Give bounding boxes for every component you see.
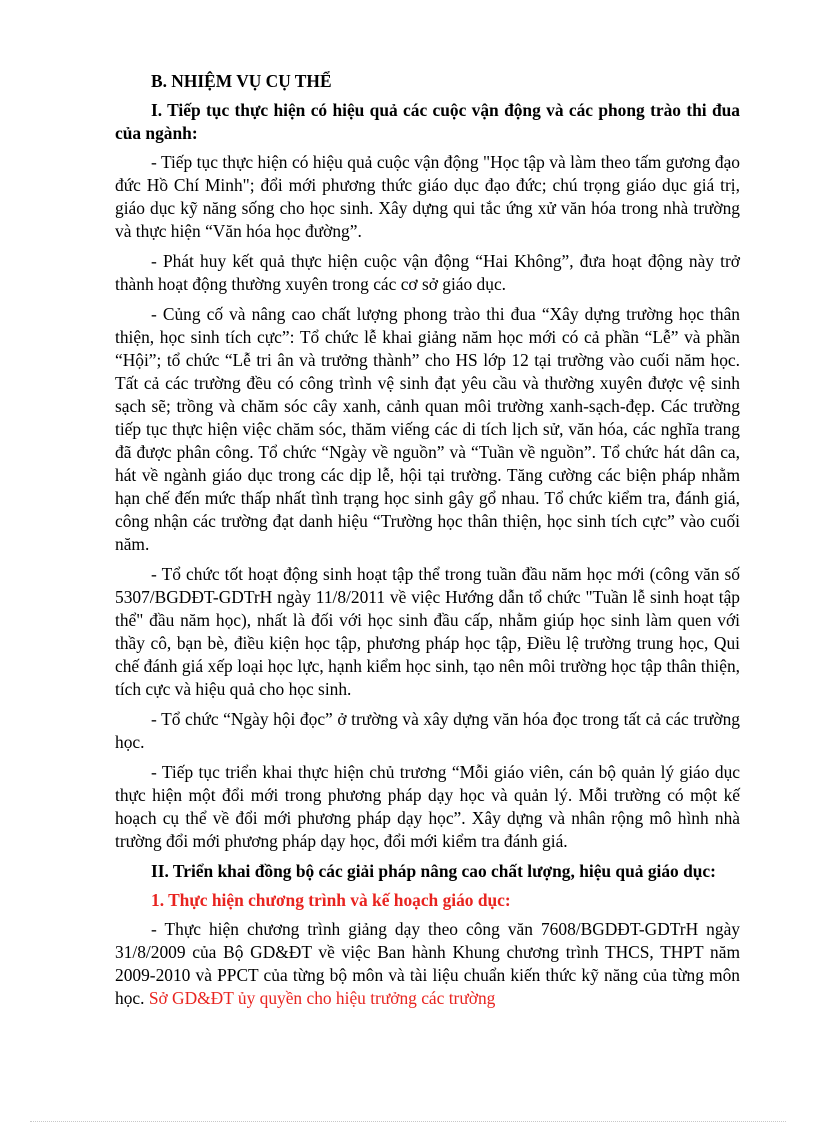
paragraph: - Tổ chức “Ngày hội đọc” ở trường và xây dựng văn hóa đọc trong tất cả các trường học. [115,709,740,752]
paragraph: - Phát huy kết quả thực hiện cuộc vận động “Hai Không”, đưa hoạt động này trở thành hoạt động thường xuyên trong các cơ sở giáo dục. [115,251,740,294]
paragraph: - Củng cố và nâng cao chất lượng phong trào thi đua “Xây dựng trường học thân thiện, học sinh tích cực”: Tổ chức lễ khai giảng năm học mới có cả phần “Lễ” và phần “Hội”; tổ chức “Lễ tri ân và trưởng thành” cho HS lớp 12 tại trường vào cuối năm học. Tất cả các trường đều có công trình vệ sinh đạt yêu cầu và thường xuyên được vệ sinh sạch sẽ; trồng và chăm sóc cây xanh, cảnh quan môi trường xanh-sạch-đẹp. Các trường tiếp tục thực hiện việc chăm sóc, thăm viếng các di tích lịch sử, văn hóa, các nghĩa trang đã được phân công. Tổ chức “Ngày về nguồn” và “Tuần về nguồn”. Tổ chức hát dân ca, hát về ngành giáo dục trong các dịp lễ, hội tại trường. Tăng cường các biện pháp nhằm hạn chế đến mức thấp nhất tình trạng học sinh gây gổ nhau. Tổ chức kiểm tra, đánh giá, công nhận các trường đạt danh hiệu “Trường học thân thiện, học sinh tích cực” vào cuối năm. [115,304,740,554]
paragraph: - Tiếp tục triển khai thực hiện chủ trương “Mỗi giáo viên, cán bộ quản lý giáo dục thực hiện một đổi mới trong phương pháp dạy học và quản lý. Mỗi trường có một kế hoạch cụ thể về đổi mới phương pháp dạy học”. Xây dựng và nhân rộng mô hình nhà trường đổi mới phương pháp dạy học, đổi mới kiểm tra đánh giá. [115,762,740,851]
section-title: B. NHIỆM VỤ CỤ THỂ [151,71,332,91]
paragraph: - Tổ chức tốt hoạt động sinh hoạt tập thể trong tuần đầu năm học mới (công văn số 5307/BGDĐT-GDTrH ngày 11/8/2011 về việc Hướng dẫn tổ chức "Tuần lễ sinh hoạt tập thể" đầu năm học), nhất là đối với học sinh đầu cấp, nhằm giúp học sinh làm quen với thầy cô, bạn bè, điều kiện học tập, phương pháp học tập, Điều lệ trường trung học, Qui chế đánh giá xếp loại học lực, hạnh kiểm học sinh, tạo nên môi trường học tập thân thiện, tích cực và hiệu quả cho học sinh. [115,564,740,699]
paragraph-red-text: Sở GD&ĐT ủy quyền cho hiệu trưởng các trường [148,988,496,1008]
subheading-red: 1. Thực hiện chương trình và kế hoạch giáo dục: [151,890,511,910]
page-bottom-divider [30,1121,786,1122]
heading-section-2: II. Triển khai đồng bộ các giải pháp nâng cao chất lượng, hiệu quả giáo dục: [151,861,716,881]
heading-section-1: I. Tiếp tục thực hiện có hiệu quả các cuộc vận động và các phong trào thi đua của ngành: [115,100,740,143]
document-body [115,70,740,1017]
paragraph: - Tiếp tục thực hiện có hiệu quả cuộc vận động "Học tập và làm theo tấm gương đạo đức Hồ Chí Minh"; đổi mới phương thức giáo dục đạo đức; chú trọng giáo dục giá trị, giáo dục kỹ năng sống cho học sinh. Xây dựng qui tắc ứng xử văn hóa trong nhà trường và thực hiện “Văn hóa học đường”. [115,152,740,241]
paragraph-last [115,918,740,1010]
paragraph-text: - Thực hiện chương trình giảng dạy theo công văn 7608/BGDĐT-GDTrH ngày 31/8/2009 của Bộ GD&ĐT về việc Ban hành Khung chương trình THCS, THPT năm 2009-2010 và PPCT của từng bộ môn và tài liệu chuẩn kiến thức kỹ năng của từng môn học. [115,919,740,1008]
